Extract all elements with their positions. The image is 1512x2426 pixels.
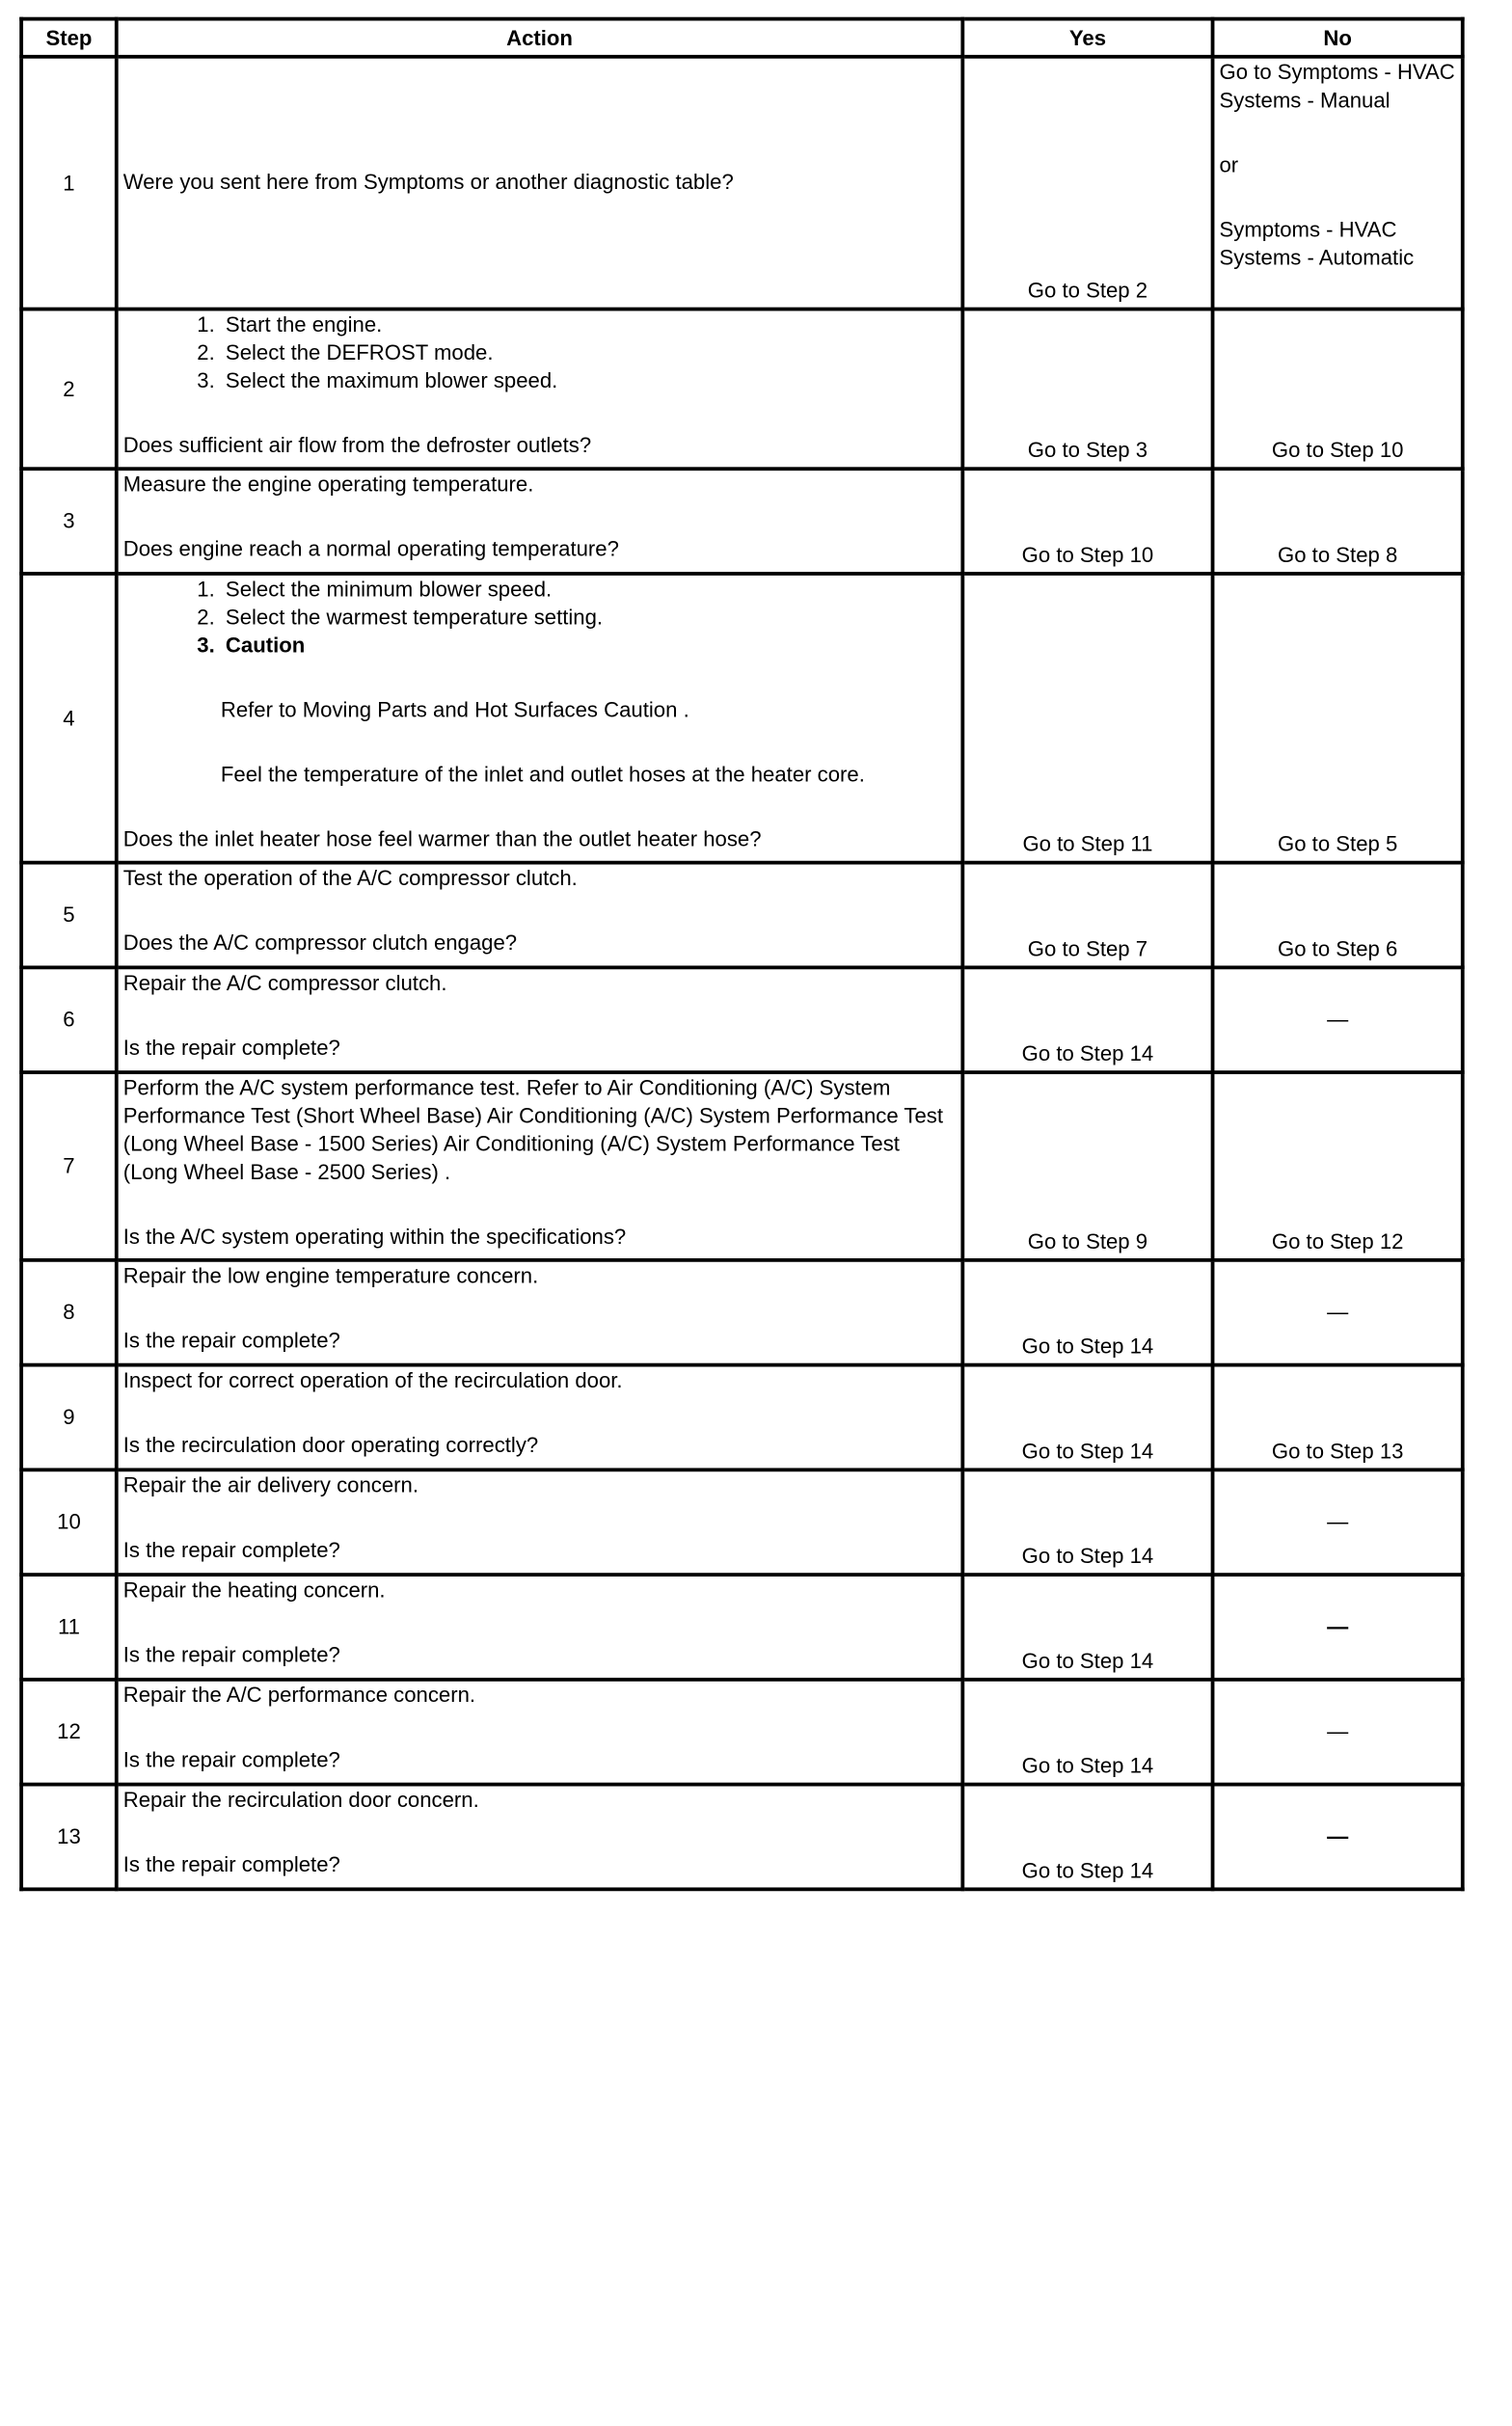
table-row bbox=[21, 1575, 1463, 1680]
question-text: Is the repair complete? bbox=[122, 1035, 340, 1060]
step-number: 12 bbox=[21, 1680, 117, 1785]
no-cell: Go to Step 5 bbox=[1213, 574, 1463, 863]
question-text: Does the inlet heater hose feel warmer than the outlet heater hose? bbox=[122, 826, 762, 851]
action-cell bbox=[117, 1072, 963, 1260]
no-cell: — bbox=[1213, 967, 1463, 1072]
action-cell bbox=[117, 310, 963, 470]
table-row bbox=[21, 1365, 1463, 1470]
action-text: Inspect for correct operation of the recirculation door. bbox=[122, 1367, 623, 1393]
action-cell bbox=[117, 1260, 963, 1365]
question-text: Is the repair complete? bbox=[122, 1851, 340, 1877]
yes-cell: Go to Step 14 bbox=[962, 1469, 1212, 1575]
question-text: Is the A/C system operating within the specifications? bbox=[122, 1224, 627, 1249]
table-row bbox=[21, 1469, 1463, 1575]
yes-cell: Go to Step 14 bbox=[962, 1365, 1212, 1470]
no-cell: Go to Step 6 bbox=[1213, 863, 1463, 968]
action-cell bbox=[117, 1575, 963, 1680]
step-number: 7 bbox=[21, 1072, 117, 1260]
yes-cell: Go to Step 3 bbox=[962, 310, 1212, 470]
step-number: 13 bbox=[21, 1785, 117, 1890]
step-number: 3 bbox=[21, 469, 117, 574]
no-text-line: or bbox=[1219, 152, 1239, 177]
yes-cell: Go to Step 7 bbox=[962, 863, 1212, 968]
action-cell bbox=[117, 1785, 963, 1890]
list-item: 2. Select the DEFROST mode. bbox=[221, 339, 956, 367]
action-cell bbox=[117, 57, 963, 310]
yes-cell: Go to Step 14 bbox=[962, 1260, 1212, 1365]
no-cell: Go to Step 10 bbox=[1213, 310, 1463, 470]
question-text: Is the repair complete? bbox=[122, 1328, 340, 1353]
header-step: Step bbox=[21, 19, 117, 57]
list-item: 3. Select the maximum blower speed. bbox=[221, 367, 956, 395]
step-number: 1 bbox=[21, 57, 117, 310]
table-row bbox=[21, 1785, 1463, 1890]
question-text: Does engine reach a normal operating temperature? bbox=[122, 536, 619, 561]
step-number: 4 bbox=[21, 574, 117, 863]
diagnostic-table bbox=[19, 17, 1464, 1892]
action-cell bbox=[117, 1680, 963, 1785]
action-text: Perform the A/C system performance test. Refer to Air Conditioning (A/C) System Performance Test (Short Wheel Base) Air Conditioning (A/C) System Performance Test (Long Wheel Base - 1500 Series) Air Conditioning (A/C) System Performance Test (Long Wheel Base - 2500 Series) . bbox=[122, 1075, 943, 1184]
table-row bbox=[21, 863, 1463, 968]
yes-cell: Go to Step 14 bbox=[962, 1575, 1212, 1680]
action-text: Repair the recirculation door concern. bbox=[122, 1787, 479, 1813]
table-row bbox=[21, 469, 1463, 574]
no-cell: Go to Step 12 bbox=[1213, 1072, 1463, 1260]
table-row bbox=[21, 1680, 1463, 1785]
action-cell bbox=[117, 967, 963, 1072]
step-number: 9 bbox=[21, 1365, 117, 1470]
no-cell: — bbox=[1213, 1260, 1463, 1365]
list-item: 1. Select the minimum blower speed. bbox=[221, 576, 956, 604]
step-number: 5 bbox=[21, 863, 117, 968]
yes-cell: Go to Step 14 bbox=[962, 967, 1212, 1072]
action-cell bbox=[117, 1365, 963, 1470]
action-text: Measure the engine operating temperature. bbox=[122, 472, 534, 497]
action-cell bbox=[117, 469, 963, 574]
question-text: Is the recirculation door operating correctly? bbox=[122, 1432, 539, 1458]
header-yes: Yes bbox=[962, 19, 1212, 57]
action-text: Test the operation of the A/C compressor clutch. bbox=[122, 865, 578, 891]
no-cell: Go to Step 8 bbox=[1213, 469, 1463, 574]
yes-cell: Go to Step 9 bbox=[962, 1072, 1212, 1260]
no-cell bbox=[1213, 57, 1463, 310]
table-row bbox=[21, 967, 1463, 1072]
no-text-line: Go to Symptoms - HVAC Systems - Manual bbox=[1219, 59, 1455, 113]
action-cell bbox=[117, 574, 963, 863]
action-cell bbox=[117, 863, 963, 968]
yes-cell: Go to Step 10 bbox=[962, 469, 1212, 574]
action-cell bbox=[117, 1469, 963, 1575]
list-item: 1. Start the engine. bbox=[221, 310, 956, 338]
no-cell: — bbox=[1213, 1575, 1463, 1680]
question-text: Were you sent here from Symptoms or another diagnostic table? bbox=[122, 169, 734, 194]
caution-action: Feel the temperature of the inlet and outlet hoses at the heater core. bbox=[220, 762, 865, 787]
table-row bbox=[21, 1072, 1463, 1260]
no-cell: Go to Step 13 bbox=[1213, 1365, 1463, 1470]
step-number: 8 bbox=[21, 1260, 117, 1365]
caution-reference: Refer to Moving Parts and Hot Surfaces Caution . bbox=[220, 697, 689, 722]
question-text: Does sufficient air flow from the defroster outlets? bbox=[122, 432, 592, 458]
step-number: 11 bbox=[21, 1575, 117, 1680]
table-row bbox=[21, 574, 1463, 863]
action-text: Repair the A/C performance concern. bbox=[122, 1683, 476, 1708]
step-number: 2 bbox=[21, 310, 117, 470]
yes-cell: Go to Step 11 bbox=[962, 574, 1212, 863]
step-number: 6 bbox=[21, 967, 117, 1072]
table-row bbox=[21, 57, 1463, 310]
no-text-line: Symptoms - HVAC Systems - Automatic bbox=[1219, 217, 1415, 270]
header-action: Action bbox=[117, 19, 963, 57]
no-cell: — bbox=[1213, 1785, 1463, 1890]
action-text: Repair the low engine temperature concern. bbox=[122, 1263, 539, 1288]
action-text: Repair the heating concern. bbox=[122, 1577, 386, 1603]
caution-label: 3. Caution bbox=[221, 632, 956, 660]
action-list bbox=[123, 310, 957, 394]
list-item: 2. Select the warmest temperature setting. bbox=[221, 604, 956, 632]
question-text: Does the A/C compressor clutch engage? bbox=[122, 930, 518, 956]
question-text: Is the repair complete? bbox=[122, 1642, 340, 1667]
table-row bbox=[21, 310, 1463, 470]
question-text: Is the repair complete? bbox=[122, 1747, 340, 1772]
action-list bbox=[123, 576, 957, 660]
action-text: Repair the A/C compressor clutch. bbox=[122, 970, 447, 995]
action-text: Repair the air delivery concern. bbox=[122, 1472, 418, 1497]
question-text: Is the repair complete? bbox=[122, 1537, 340, 1562]
yes-cell: Go to Step 14 bbox=[962, 1680, 1212, 1785]
yes-cell: Go to Step 2 bbox=[962, 57, 1212, 310]
no-cell: — bbox=[1213, 1469, 1463, 1575]
yes-cell: Go to Step 14 bbox=[962, 1785, 1212, 1890]
table-row bbox=[21, 1260, 1463, 1365]
no-cell: — bbox=[1213, 1680, 1463, 1785]
header-no: No bbox=[1213, 19, 1463, 57]
header-row bbox=[21, 19, 1463, 57]
step-number: 10 bbox=[21, 1469, 117, 1575]
